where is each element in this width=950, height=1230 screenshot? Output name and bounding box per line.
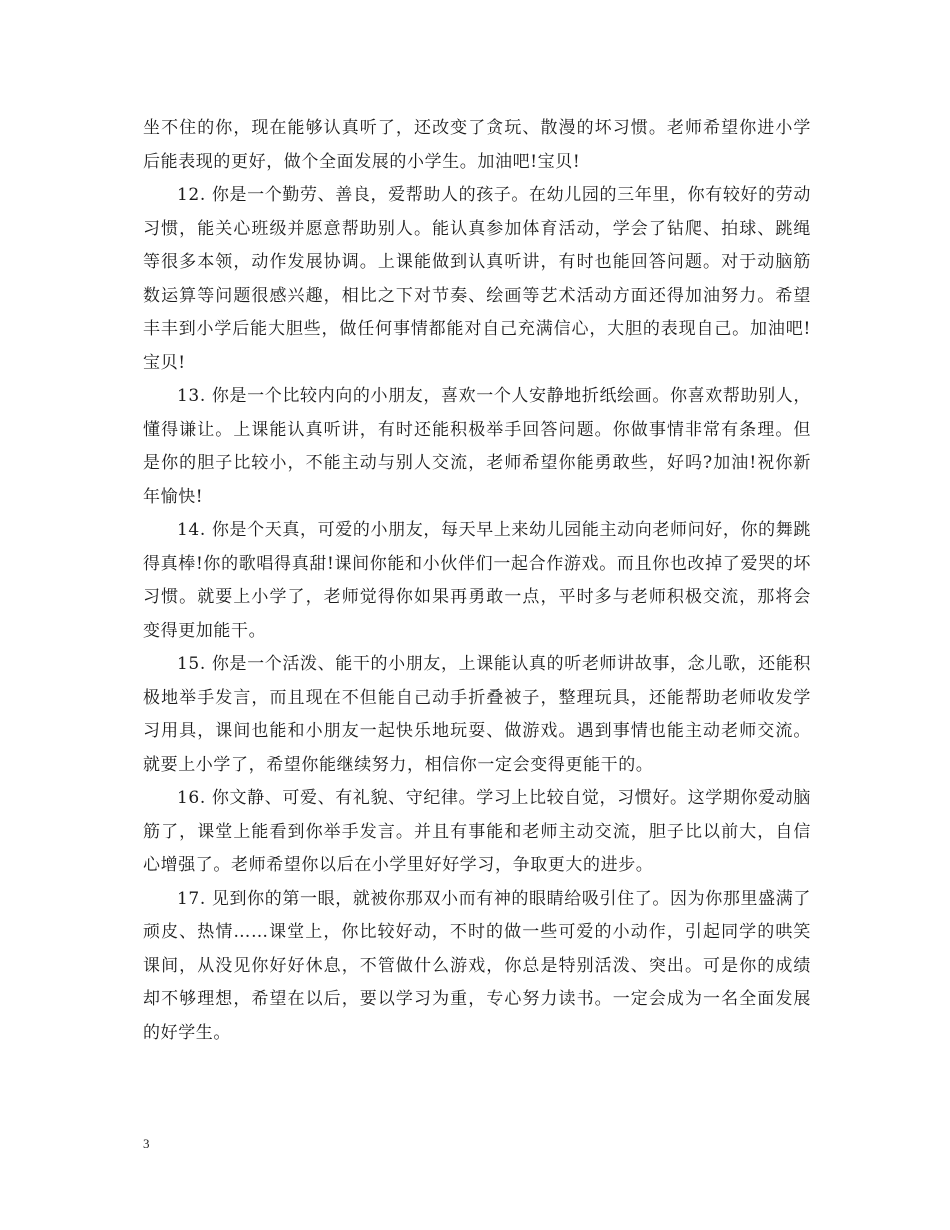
paragraph-17: 17. 见到你的第一眼，就被你那双小而有神的眼睛给吸引住了。因为你那里盛满了顽皮、热情……课堂上，你比较好动，不时的做一些可爱的小动作，引起同学的哄笑课间，从没见你好好休息，不管做什么游戏，你总是特别活泼、突出。可是你的成绩却不够理想，希望在以后，要以学习为重，专心努力读书。一定会成为一名全面发展的好学生。 (143, 888, 811, 1043)
paragraph-14: 14. 你是个天真，可爱的小朋友，每天早上来幼儿园能主动向老师问好，你的舞跳得真棒!你的歌唱得真甜!课间你能和小伙伴们一起合作游戏。而且你也改掉了爱哭的坏习惯。就要上小学了，老师觉得你如果再勇敢一点，平时多与老师积极交流，那将会变得更加能干。 (143, 520, 811, 641)
body-text (143, 112, 811, 1050)
paragraph-11-continued: 坐不住的你，现在能够认真听了，还改变了贪玩、散漫的坏习惯。老师希望你进小学后能表现的更好，做个全面发展的小学生。加油吧!宝贝! (143, 118, 811, 172)
paragraph-15: 15. 你是一个活泼、能干的小朋友，上课能认真的听老师讲故事，念儿歌，还能积极地举手发言，而且现在不但能自己动手折叠被子，整理玩具，还能帮助老师收发学习用具，课间也能和小朋友一起快乐地玩耍、做游戏。遇到事情也能主动老师交流。就要上小学了，希望你能继续努力，相信你一定会变得更能干的。 (143, 654, 811, 775)
paragraph-16: 16. 你文静、可爱、有礼貌、守纪律。学习上比较自觉，习惯好。这学期你爱动脑筋了，课堂上能看到你举手发言。并且有事能和老师主动交流，胆子比以前大，自信心增强了。老师希望你以后在小学里好好学习，争取更大的进步。 (143, 788, 811, 875)
page-number: 3 (143, 1136, 150, 1151)
paragraph-12: 12. 你是一个勤劳、善良，爱帮助人的孩子。在幼儿园的三年里，你有较好的劳动习惯，能关心班级并愿意帮助别人。能认真参加体育活动，学会了钻爬、拍球、跳绳等很多本领，动作发展协调。上课能做到认真听讲，有时也能回答问题。对于动脑筋数运算等问题很感兴趣，相比之下对节奏、绘画等艺术活动方面还得加油努力。希望丰丰到小学后能大胆些，做任何事情都能对自己充满信心，大胆的表现自己。加油吧!宝贝! (143, 185, 811, 373)
paragraph-13: 13. 你是一个比较内向的小朋友，喜欢一个人安静地折纸绘画。你喜欢帮助别人，懂得谦让。上课能认真听讲，有时还能积极举手回答问题。你做事情非常有条理。但是你的胆子比较小，不能主动与别人交流，老师希望你能勇敢些，好吗?加油!祝你新年愉快! (143, 386, 811, 507)
